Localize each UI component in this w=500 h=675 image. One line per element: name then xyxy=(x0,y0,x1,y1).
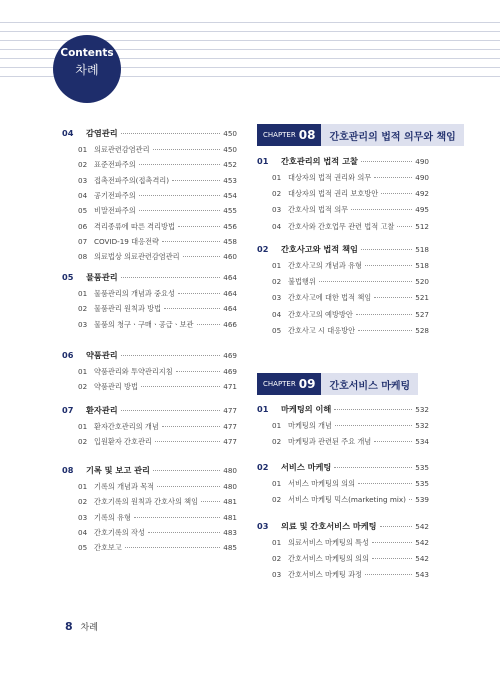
item-row xyxy=(272,495,429,505)
section-number: 07 xyxy=(62,405,74,415)
section-title: 감염관리 xyxy=(86,128,118,138)
dot-leader xyxy=(319,281,413,282)
item-row xyxy=(78,528,237,538)
page-ref: 543 xyxy=(415,570,429,580)
dot-leader xyxy=(157,486,220,487)
item-row xyxy=(78,237,237,247)
page-ref: 512 xyxy=(415,221,429,231)
item-title: 비말전파주의 xyxy=(94,206,136,216)
item-row xyxy=(272,570,429,580)
item-row xyxy=(272,437,429,447)
item-title: 물품의 청구ㆍ구매ㆍ공급ㆍ보관 xyxy=(94,319,194,329)
item-row xyxy=(272,293,429,303)
page-ref: 518 xyxy=(415,261,429,270)
item-title: 격리종류에 따른 격리방법 xyxy=(94,221,175,231)
item-title: 불법행위 xyxy=(288,277,316,287)
section-row xyxy=(62,405,237,416)
page-ref: 534 xyxy=(415,437,429,447)
dot-leader xyxy=(148,532,220,533)
item-row xyxy=(78,320,237,330)
chapter-heading xyxy=(257,124,464,146)
item-row xyxy=(78,437,237,447)
item-number: 02 xyxy=(78,437,88,447)
item-title: COVID-19 대응전략 xyxy=(94,236,159,246)
item-row xyxy=(272,538,429,548)
item-row xyxy=(78,382,237,392)
item-number: 02 xyxy=(78,497,88,507)
item-number: 03 xyxy=(272,293,282,303)
item-row xyxy=(78,191,237,201)
page-ref: 477 xyxy=(223,422,237,431)
page-ref: 490 xyxy=(415,173,429,182)
item-row xyxy=(78,160,237,170)
dot-leader xyxy=(155,441,220,442)
section-number: 03 xyxy=(257,521,269,531)
item-title: 마케팅의 개념 xyxy=(288,421,332,430)
page-ref: 521 xyxy=(415,293,429,303)
dot-leader xyxy=(372,558,412,559)
dot-leader xyxy=(409,499,412,500)
dot-leader xyxy=(139,195,221,196)
page-ref: 542 xyxy=(415,538,429,547)
item-row xyxy=(78,222,237,232)
page-ref: 469 xyxy=(223,367,237,376)
item-number: 01 xyxy=(78,422,88,431)
contents-badge xyxy=(53,35,121,103)
dot-leader xyxy=(153,470,220,471)
item-number: 01 xyxy=(78,145,88,154)
page-ref: 485 xyxy=(223,543,237,553)
item-title: 서비스 마케팅 믹스(marketing mix) xyxy=(288,495,406,505)
item-row xyxy=(78,252,237,262)
chapter-number: 08 xyxy=(298,128,316,142)
header-line xyxy=(0,31,500,32)
dot-leader xyxy=(374,177,412,178)
badge-title-ko: 차례 xyxy=(75,63,99,77)
page-ref: 450 xyxy=(223,129,237,138)
item-title: 마케팅과 관련된 주요 개념 xyxy=(288,437,372,447)
item-number: 05 xyxy=(272,325,282,335)
dot-leader xyxy=(351,209,412,210)
chapter-label: CHAPTER xyxy=(263,380,296,388)
dot-leader xyxy=(164,308,220,309)
dot-leader xyxy=(381,193,412,194)
section-number: 05 xyxy=(62,272,74,282)
dot-leader xyxy=(153,149,221,150)
dot-leader xyxy=(121,355,221,356)
dot-leader xyxy=(334,467,412,468)
dot-leader xyxy=(139,210,221,211)
item-row xyxy=(78,513,237,523)
page-ref: 539 xyxy=(415,495,429,505)
item-title: 기록의 유형 xyxy=(94,512,132,522)
item-number: 02 xyxy=(272,495,282,505)
section-title: 마케팅의 이해 xyxy=(281,404,332,414)
page-ref: 542 xyxy=(415,554,429,564)
item-number: 02 xyxy=(78,304,88,314)
dot-leader xyxy=(358,483,412,484)
page-ref: 453 xyxy=(223,175,237,185)
item-number: 03 xyxy=(272,570,282,580)
page-ref: 518 xyxy=(415,245,429,254)
chapter-tag xyxy=(257,373,321,395)
item-title: 대상자의 법적 권리와 의무 xyxy=(288,173,372,182)
dot-leader xyxy=(197,324,221,325)
item-number: 03 xyxy=(272,205,282,215)
dot-leader xyxy=(372,542,412,543)
item-number: 01 xyxy=(272,261,282,270)
dot-leader xyxy=(162,241,220,242)
item-title: 간호기록의 원칙과 간호사의 책임 xyxy=(94,497,199,507)
dot-leader xyxy=(125,547,221,548)
page-ref: 520 xyxy=(415,277,429,287)
item-title: 간호보고 xyxy=(94,543,122,553)
section-title: 물품관리 xyxy=(86,272,118,282)
item-number: 01 xyxy=(78,289,88,298)
section-number: 01 xyxy=(257,404,269,414)
page-footer xyxy=(65,620,98,633)
item-row xyxy=(78,422,237,432)
item-number: 01 xyxy=(272,479,282,488)
item-number: 01 xyxy=(78,482,88,491)
item-title: 대상자의 법적 권리 보호방안 xyxy=(288,189,379,199)
page-ref: 532 xyxy=(415,421,429,430)
section-number: 08 xyxy=(62,465,74,475)
page-ref: 481 xyxy=(223,512,237,522)
item-row xyxy=(272,326,429,336)
chapter-tag xyxy=(257,124,321,146)
dot-leader xyxy=(374,441,412,442)
item-title: 물품관리의 개념과 중요성 xyxy=(94,289,175,298)
section-row xyxy=(62,350,237,361)
section-title: 의료 및 간호서비스 마케팅 xyxy=(281,521,377,531)
item-title: 간호사고에 대한 법적 책임 xyxy=(288,293,372,303)
dot-leader xyxy=(141,386,220,387)
page-ref: 450 xyxy=(223,145,237,154)
page-ref: 528 xyxy=(415,325,429,335)
dot-leader xyxy=(134,517,220,518)
item-title: 약품관리 방법 xyxy=(94,382,138,392)
item-row xyxy=(78,482,237,492)
section-row xyxy=(62,128,237,139)
item-row xyxy=(272,173,429,183)
item-number: 06 xyxy=(78,221,88,231)
page-ref: 464 xyxy=(223,289,237,298)
item-title: 약품관리와 투약관리지침 xyxy=(94,367,173,376)
item-title: 간호사와 간호업무 관련 법적 고찰 xyxy=(288,221,395,231)
item-title: 공기전파주의 xyxy=(94,190,136,200)
page-ref: 454 xyxy=(223,190,237,200)
item-number: 04 xyxy=(78,527,88,537)
item-number: 05 xyxy=(78,206,88,216)
item-number: 03 xyxy=(78,175,88,185)
item-row xyxy=(78,145,237,155)
item-row xyxy=(78,206,237,216)
section-title: 서비스 마케팅 xyxy=(281,462,332,472)
item-number: 01 xyxy=(78,367,88,376)
dot-leader xyxy=(178,226,220,227)
item-number: 01 xyxy=(272,173,282,182)
item-title: 기록의 개념과 목적 xyxy=(94,482,155,491)
item-number: 05 xyxy=(78,543,88,553)
page-ref: 464 xyxy=(223,273,237,282)
item-number: 03 xyxy=(78,512,88,522)
item-number: 02 xyxy=(78,382,88,392)
page-ref: 490 xyxy=(415,157,429,166)
item-title: 서비스 마케팅의 의의 xyxy=(288,479,356,488)
dot-leader xyxy=(172,180,220,181)
item-row xyxy=(78,304,237,314)
item-row xyxy=(78,289,237,299)
page-ref: 480 xyxy=(223,482,237,491)
item-row xyxy=(272,189,429,199)
section-title: 간호관리의 법적 고찰 xyxy=(281,156,358,166)
item-number: 01 xyxy=(272,538,282,547)
chapter-title: 간호관리의 법적 의무와 책임 xyxy=(321,124,463,146)
dot-leader xyxy=(361,161,412,162)
dot-leader xyxy=(380,526,413,527)
page-ref: 460 xyxy=(223,252,237,262)
item-title: 의료관련감염관리 xyxy=(94,145,150,154)
item-row xyxy=(78,367,237,377)
page-number: 8 xyxy=(65,620,73,633)
dot-leader xyxy=(374,297,412,298)
page-ref: 477 xyxy=(223,437,237,447)
page-ref: 492 xyxy=(415,189,429,199)
dot-leader xyxy=(335,425,412,426)
page-ref: 466 xyxy=(223,319,237,329)
section-title: 약품관리 xyxy=(86,350,118,360)
page-ref: 471 xyxy=(223,382,237,392)
item-title: 간호사고의 예방방안 xyxy=(288,309,353,319)
section-number: 02 xyxy=(257,462,269,472)
page-ref: 532 xyxy=(415,405,429,414)
page-ref: 480 xyxy=(223,466,237,475)
section-row xyxy=(257,156,429,167)
item-row xyxy=(78,497,237,507)
section-title: 기록 및 보고 관리 xyxy=(86,465,150,475)
page-ref: 464 xyxy=(223,304,237,314)
item-row xyxy=(272,277,429,287)
section-number: 02 xyxy=(257,244,269,254)
dot-leader xyxy=(121,410,221,411)
item-row xyxy=(272,554,429,564)
section-row xyxy=(257,404,429,415)
dot-leader xyxy=(334,409,412,410)
item-number: 07 xyxy=(78,236,88,246)
item-title: 간호사고의 개념과 유형 xyxy=(288,261,363,270)
item-number: 02 xyxy=(78,160,88,170)
dot-leader xyxy=(358,330,412,331)
item-row xyxy=(272,310,429,320)
item-number: 04 xyxy=(78,190,88,200)
item-row xyxy=(272,261,429,271)
chapter-label: CHAPTER xyxy=(263,131,296,139)
item-title: 간호사의 법적 의무 xyxy=(288,205,349,215)
dot-leader xyxy=(361,249,412,250)
item-title: 물품관리 원칙과 방법 xyxy=(94,304,162,314)
page-ref: 483 xyxy=(223,527,237,537)
item-number: 02 xyxy=(272,277,282,287)
dot-leader xyxy=(162,426,221,427)
dot-leader xyxy=(121,133,221,134)
page-ref: 458 xyxy=(223,236,237,246)
item-title: 환자간호관리의 개념 xyxy=(94,422,159,431)
item-title: 간호기록의 작성 xyxy=(94,527,145,537)
item-title: 의료서비스 마케팅의 특성 xyxy=(288,538,369,547)
item-number: 02 xyxy=(272,437,282,447)
page-ref: 481 xyxy=(223,497,237,507)
item-title: 간호서비스 마케팅 과정 xyxy=(288,570,363,580)
dot-leader xyxy=(139,164,221,165)
chapter-title: 간호서비스 마케팅 xyxy=(321,373,418,395)
dot-leader xyxy=(176,371,221,372)
page-ref: 477 xyxy=(223,406,237,415)
dot-leader xyxy=(201,501,220,502)
item-row xyxy=(272,479,429,489)
item-row xyxy=(78,176,237,186)
section-row xyxy=(257,521,429,532)
section-number: 04 xyxy=(62,128,74,138)
item-title: 접촉전파주의(접촉격리) xyxy=(94,175,170,185)
page-ref: 469 xyxy=(223,351,237,360)
item-number: 02 xyxy=(272,554,282,564)
section-row xyxy=(257,462,429,473)
item-number: 04 xyxy=(272,221,282,231)
section-title: 환자관리 xyxy=(86,405,118,415)
dot-leader xyxy=(365,574,412,575)
page-ref: 535 xyxy=(415,479,429,488)
section-row xyxy=(62,465,237,476)
footer-label: 차례 xyxy=(80,623,98,633)
dot-leader xyxy=(397,226,412,227)
chapter-number: 09 xyxy=(298,377,316,391)
page-ref: 452 xyxy=(223,160,237,170)
page-ref: 456 xyxy=(223,221,237,231)
header-line xyxy=(0,22,500,23)
chapter-heading xyxy=(257,373,418,395)
item-row xyxy=(272,222,429,232)
section-number: 06 xyxy=(62,350,74,360)
section-row xyxy=(62,272,237,283)
item-number: 08 xyxy=(78,252,88,262)
dot-leader xyxy=(183,256,221,257)
item-title: 간호서비스 마케팅의 의의 xyxy=(288,554,369,564)
dot-leader xyxy=(178,293,220,294)
badge-title-en: Contents xyxy=(60,47,114,59)
item-title: 의료법상 의료관련감염관리 xyxy=(94,252,180,262)
dot-leader xyxy=(121,277,221,278)
section-title: 간호사고와 법적 책임 xyxy=(281,244,358,254)
dot-leader xyxy=(365,265,412,266)
item-row xyxy=(78,543,237,553)
item-number: 04 xyxy=(272,309,282,319)
section-number: 01 xyxy=(257,156,269,166)
item-number: 02 xyxy=(272,189,282,199)
section-row xyxy=(257,244,429,255)
item-row xyxy=(272,421,429,431)
item-title: 표준전파주의 xyxy=(94,160,136,170)
item-title: 간호사고 시 대응방안 xyxy=(288,325,356,335)
item-number: 03 xyxy=(78,319,88,329)
page-ref: 535 xyxy=(415,463,429,472)
page-ref: 495 xyxy=(415,205,429,215)
item-row xyxy=(272,205,429,215)
page-ref: 542 xyxy=(415,522,429,531)
page-ref: 527 xyxy=(415,309,429,319)
page-ref: 455 xyxy=(223,206,237,216)
item-title: 입원환자 간호관리 xyxy=(94,437,152,447)
item-number: 01 xyxy=(272,421,282,430)
dot-leader xyxy=(356,314,413,315)
